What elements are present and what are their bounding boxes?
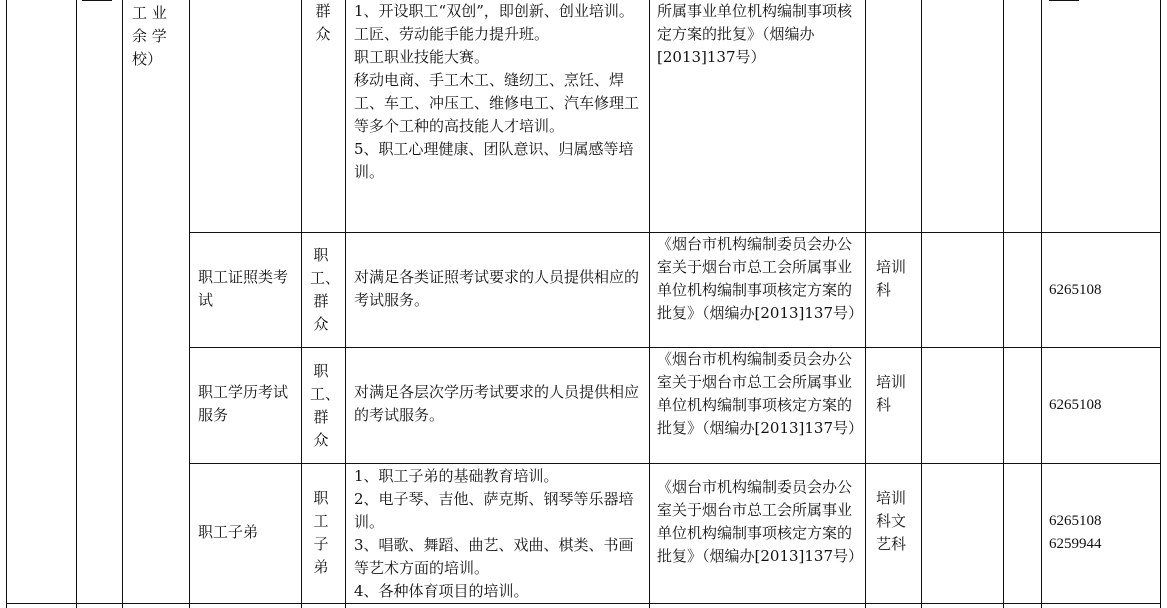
row3-target: 职工子弟 [313,489,329,576]
row3-department: 培训科文艺科 [876,489,907,553]
row3-content: 1、职工子弟的基础教育培训。 2、电子琴、吉他、萨克斯、钢琴等乐器培训。 3、唱歌、舞蹈、曲艺、戏曲、棋类、书画等艺术方面的培训。 4、各种体育项目的培训。 [354,467,634,600]
row1-service-name: 职工证照类考试 [198,268,289,309]
row0-target: 群众 [315,2,331,43]
row0-basis: 所属事业单位机构编制事项核定方案的批复》（烟编办[2013]137号） [657,2,853,66]
row0-content: 1、开设职工“双创”，即创新、创业培训。 工匠、劳动能手能力提升班。 职工职业技能大赛。 移动电商、手工木工、缝纫工、烹饪、焊工、车工、冲压工、维修电工、汽车修理工等多个工种的高技能人才培训。 5、职工心理健康、团队意识、归属感等培训。 [354,2,640,181]
row1-department: 培训科 [876,258,907,299]
row2-target: 职工、群众 [310,362,341,449]
row3-basis: 《烟台市机构编制委员会办公室关于烟台市总工会所属事业单位机构编制事项核定方案的批复》（烟编办[2013]137号） [657,478,864,565]
row1-target: 职工、群众 [310,246,341,333]
row2-service-name: 职工学历考试服务 [198,383,289,424]
unit-name-continuation: 工 业 余 学 校） [132,4,167,68]
row2-basis: 《烟台市机构编制委员会办公室关于烟台市总工会所属事业单位机构编制事项核定方案的批复》（烟编办[2013]137号） [657,350,864,437]
row2-department: 培训科 [876,373,907,414]
row3-service-name: 职工子弟 [198,523,259,541]
row1-content: 对满足各类证照考试要求的人员提供相应的考试服务。 [354,268,640,309]
row1-basis: 《烟台市机构编制委员会办公室关于烟台市总工会所属事业单位机构编制事项核定方案的批复》（烟编办[2013]137号） [657,235,864,322]
row2-phone: 6265108 [1049,397,1102,413]
row1-phone: 6265108 [1049,282,1102,298]
row3-phone: 6265108 6259944 [1049,513,1102,552]
row2-content: 对满足各层次学历考试要求的人员提供相应的考试服务。 [354,383,640,424]
